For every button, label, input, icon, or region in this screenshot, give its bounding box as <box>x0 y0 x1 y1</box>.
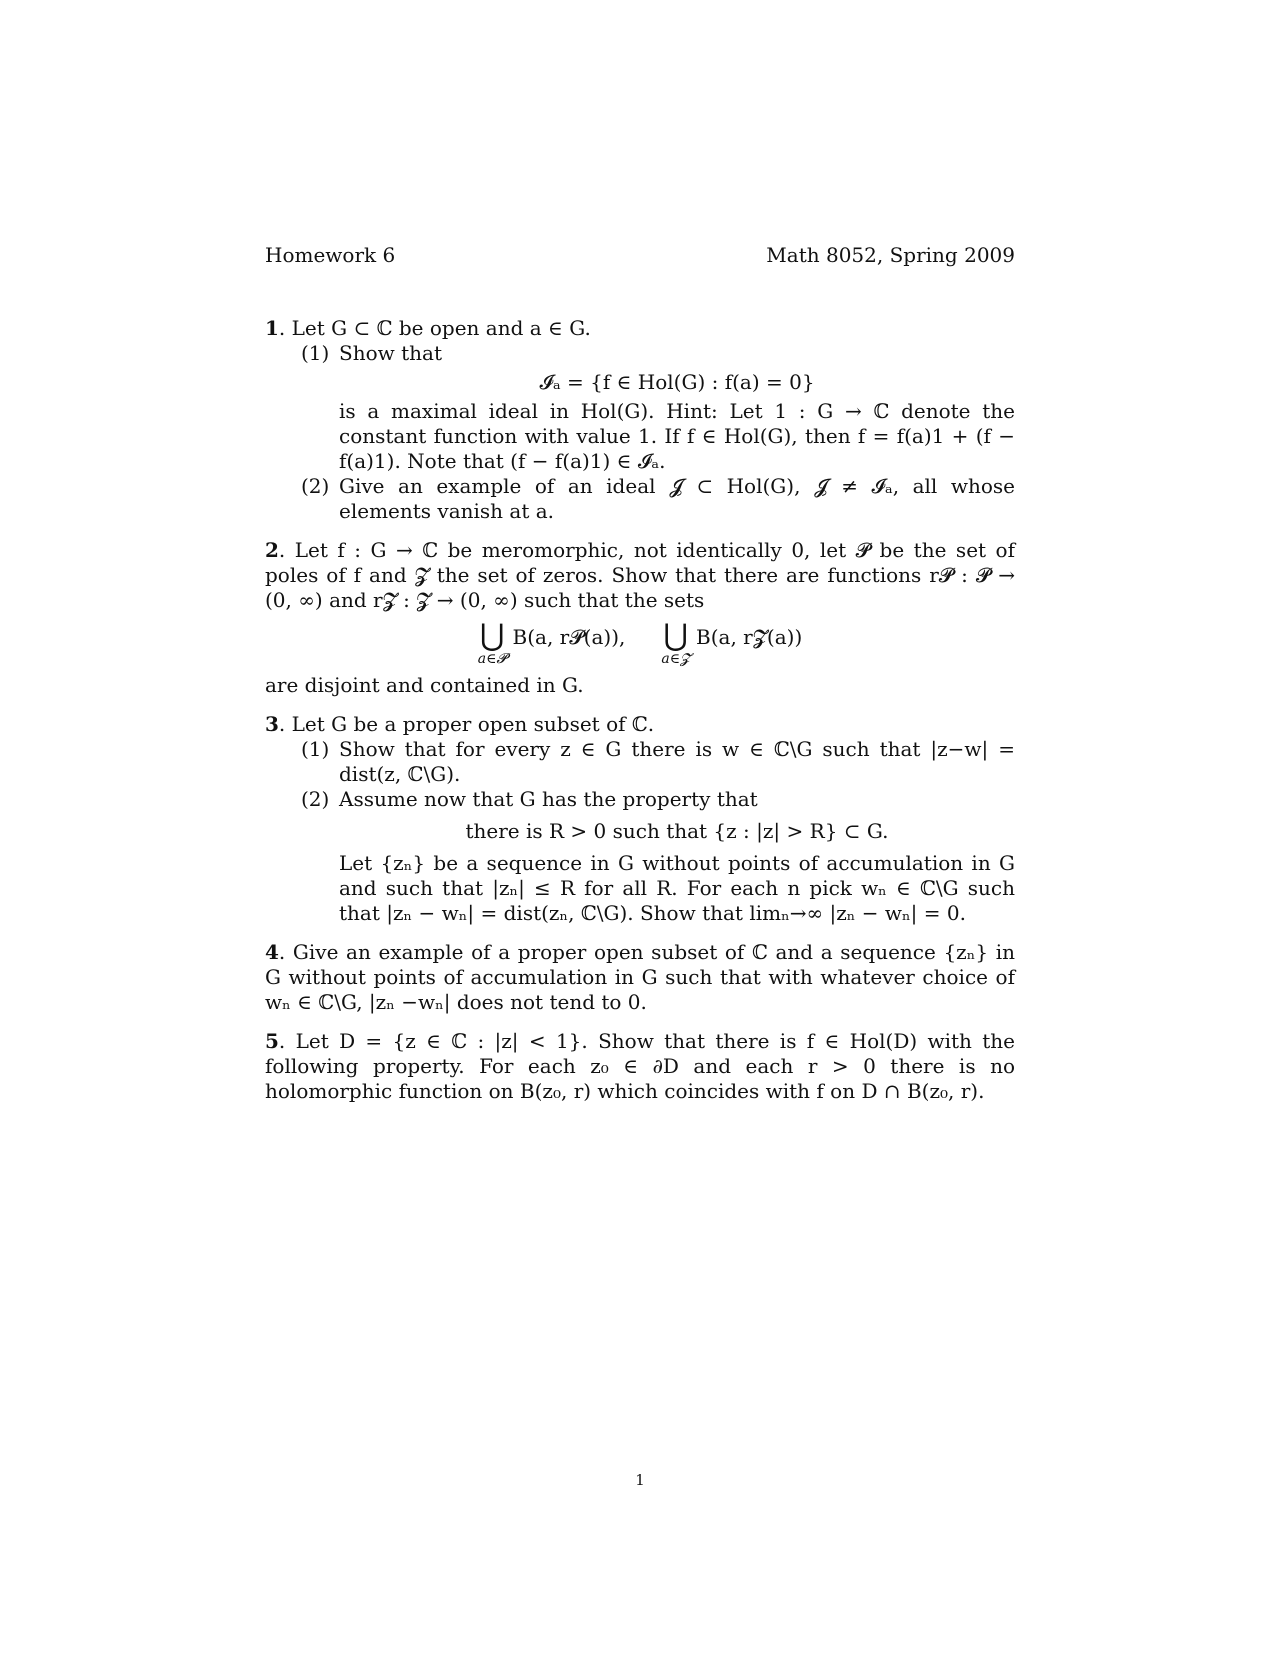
display-equation: 𝓘ₐ = {f ∈ Hol(G) : f(a) = 0} <box>539 370 815 394</box>
problem-2 <box>265 538 1015 698</box>
problem-number: 4 <box>265 940 279 964</box>
header-left: Homework 6 <box>265 243 396 267</box>
union-index: a∈𝓩 <box>661 651 691 667</box>
problem-number: 5 <box>265 1029 279 1053</box>
problem-intro: . Let G ⊂ ℂ be open and a ∈ G. <box>278 316 591 340</box>
union-body: B(a, r𝓟(a)), <box>512 625 626 649</box>
problem-5 <box>265 1029 1015 1104</box>
item-label: (2) <box>301 787 330 811</box>
union-index: a∈𝓟 <box>477 651 507 667</box>
item-text: is a maximal ideal in Hol(G). Hint: Let 1 : G → ℂ denote the constant function with value 1. If f ∈ Hol(G), then f = f(a)1 + (f − f(a)1). Note that (f − f(a)1) ∈ 𝓘ₐ. <box>339 399 1015 473</box>
page-number: 1 <box>635 1471 645 1489</box>
union-symbol: ⋃ a∈𝓩 <box>661 618 691 667</box>
union-term-zeros <box>661 618 803 667</box>
problem-text: . Let D = {z ∈ ℂ : |z| < 1}. Show that there is f ∈ Hol(D) with the following property. For each z₀ ∈ ∂D and each r > 0 there is no holomorphic function on B(z₀, r) which coincides with f on D ∩ B(z₀, r). <box>265 1029 1015 1103</box>
problem-intro: . Let G be a proper open subset of ℂ. <box>278 712 655 736</box>
problem-text: . Give an example of a proper open subset of ℂ and a sequence {zₙ} in G without points of accumulation in G such that with whatever choice of wₙ ∈ ℂ\G, |zₙ −wₙ| does not tend to 0. <box>265 940 1015 1014</box>
subproblem-3-2 <box>301 787 1015 926</box>
problem-number: 2 <box>265 538 279 562</box>
problem-3 <box>265 712 1015 926</box>
union-display <box>265 618 1015 667</box>
item-label: (1) <box>301 737 330 761</box>
header-right: Math 8052, Spring 2009 <box>766 243 1015 267</box>
item-label: (2) <box>301 474 330 498</box>
problem-1 <box>265 316 1015 524</box>
subproblem-1-2 <box>301 474 1015 524</box>
problem-number: 1 <box>265 316 279 340</box>
subproblem-1-1 <box>301 341 1015 474</box>
union-term-poles <box>477 618 626 667</box>
union-body: B(a, r𝓩(a)) <box>696 625 803 649</box>
problem-text: . Let f : G → ℂ be meromorphic, not identically 0, let 𝓟 be the set of poles of f and 𝓩 the set of zeros. Show that there are functions r𝓟 : 𝓟 → (0, ∞) and r𝓩 : 𝓩 → (0, ∞) such that the sets <box>265 538 1015 612</box>
union-symbol: ⋃ a∈𝓟 <box>477 618 507 667</box>
item-label: (1) <box>301 341 330 365</box>
item-text: Give an example of an ideal 𝓙 ⊂ Hol(G), 𝓙 ≠ 𝓘ₐ, all whose elements vanish at a. <box>339 474 1015 523</box>
problem-list <box>265 316 1015 1118</box>
item-text: Show that <box>339 341 442 365</box>
problem-number: 3 <box>265 712 279 736</box>
problem-text: are disjoint and contained in G. <box>265 673 584 697</box>
page-header <box>265 243 1015 268</box>
item-text: Let {zₙ} be a sequence in G without points of accumulation in G and such that |zₙ| ≤ R for all R. For each n pick wₙ ∈ ℂ\G such that |zₙ − wₙ| = dist(zₙ, ℂ\G). Show that limₙ→∞ |zₙ − wₙ| = 0. <box>339 851 1015 925</box>
display-equation: there is R > 0 such that {z : |z| > R} ⊂ G. <box>465 819 889 843</box>
subproblem-3-1 <box>301 737 1015 787</box>
problem-4 <box>265 940 1015 1015</box>
item-text: Show that for every z ∈ G there is w ∈ ℂ\G such that |z−w| = dist(z, ℂ\G). <box>339 737 1015 786</box>
item-text: Assume now that G has the property that <box>339 787 758 811</box>
